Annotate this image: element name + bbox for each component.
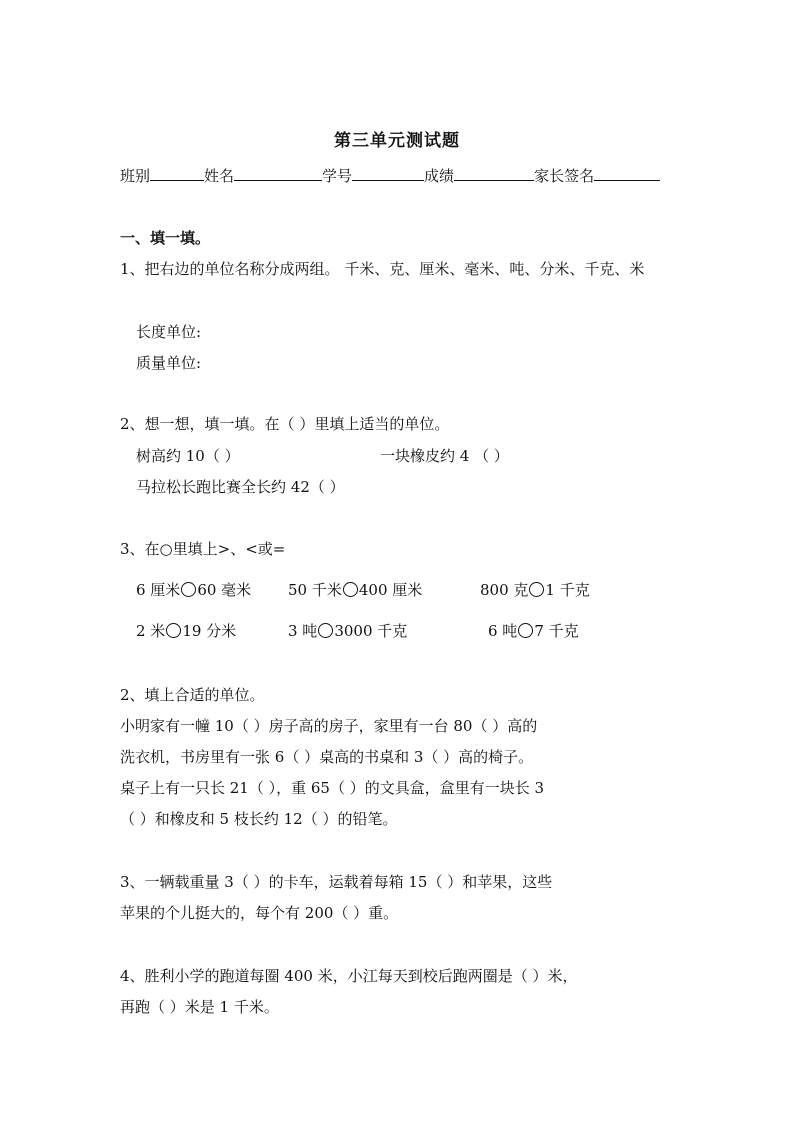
compare-left: 3 吨	[288, 622, 318, 640]
compare-right: 1 千克	[545, 581, 590, 599]
question-4-line: 洗衣机，书房里有一张 6（ ）桌高的书桌和 3（ ）高的椅子。	[120, 748, 534, 766]
name-blank[interactable]	[234, 165, 322, 181]
compare-left: 2 米	[136, 622, 166, 640]
question-2b: 一块橡皮约 4 （ ）	[380, 447, 509, 465]
question-5-line: 苹果的个儿挺大的，每个有 200（ ）重。	[120, 904, 399, 922]
parent-sign-label: 家长签名	[534, 167, 595, 185]
question-3: 3、在○里填上>、<或=	[120, 540, 286, 558]
compare-right: 60 毫米	[197, 581, 252, 599]
question-5-line: 3、一辆载重量 3（ ）的卡车，运载着每箱 15（ ）和苹果，这些	[120, 873, 553, 891]
name-label: 姓名	[204, 167, 235, 185]
compare-left: 6 厘米	[136, 581, 181, 599]
compare-circle[interactable]	[318, 623, 333, 638]
compare-circle[interactable]	[166, 623, 181, 638]
score-blank[interactable]	[454, 165, 534, 181]
compare-item	[488, 620, 579, 641]
question-4-line: 桌子上有一只长 21（ ），重 65（ ）的文具盒，盒里有一块长 3	[120, 779, 545, 797]
question-1: 1、把右边的单位名称分成两组。 千米、克、厘米、毫米、吨、分米、千克、米	[120, 260, 645, 278]
student-no-label: 学号	[322, 167, 353, 185]
page-title: 第三单元测试题	[334, 131, 460, 151]
compare-circle[interactable]	[343, 582, 358, 597]
class-blank[interactable]	[150, 165, 204, 181]
compare-circle[interactable]	[518, 623, 533, 638]
student-no-blank[interactable]	[352, 165, 424, 181]
question-4-line: （ ）和橡皮和 5 枝长约 12（ ）的铅笔。	[120, 810, 398, 828]
compare-circle[interactable]	[529, 582, 544, 597]
compare-item	[480, 579, 590, 600]
question-2c: 马拉松长跑比赛全长约 42（ ）	[136, 478, 345, 496]
compare-right: 7 千克	[534, 622, 579, 640]
header-fields	[120, 165, 660, 186]
compare-right: 400 厘米	[358, 581, 423, 599]
parent-sign-blank[interactable]	[594, 165, 660, 181]
compare-circle[interactable]	[181, 582, 196, 597]
class-label: 班别	[120, 167, 151, 185]
question-6-line: 4、胜利小学的跑道每圈 400 米，小江每天到校后跑两圈是（ ）米，	[120, 967, 578, 985]
compare-right: 19 分米	[182, 622, 237, 640]
compare-item	[136, 579, 251, 600]
question-4-heading: 2、填上合适的单位。	[120, 686, 265, 704]
compare-left: 6 吨	[488, 622, 518, 640]
section-heading: 一、填一填。	[120, 229, 211, 247]
compare-item	[288, 579, 422, 600]
question-2: 2、想一想，填一填。在（ ）里填上适当的单位。	[120, 415, 450, 433]
question-4-line: 小明家有一幢 10（ ）房子高的房子，家里有一台 80（ ）高的	[120, 717, 538, 735]
compare-right: 3000 千克	[334, 622, 408, 640]
compare-left: 50 千米	[288, 581, 342, 599]
question-2a: 树高约 10（ ）	[136, 447, 240, 465]
length-units-label: 长度单位:	[136, 323, 202, 341]
score-label: 成绩	[424, 167, 455, 185]
compare-item	[136, 620, 236, 641]
mass-units-label: 质量单位:	[136, 354, 202, 372]
compare-item	[288, 620, 407, 641]
question-6-line: 再跑（ ）米是 1 千米。	[120, 998, 279, 1016]
compare-left: 800 克	[480, 581, 529, 599]
